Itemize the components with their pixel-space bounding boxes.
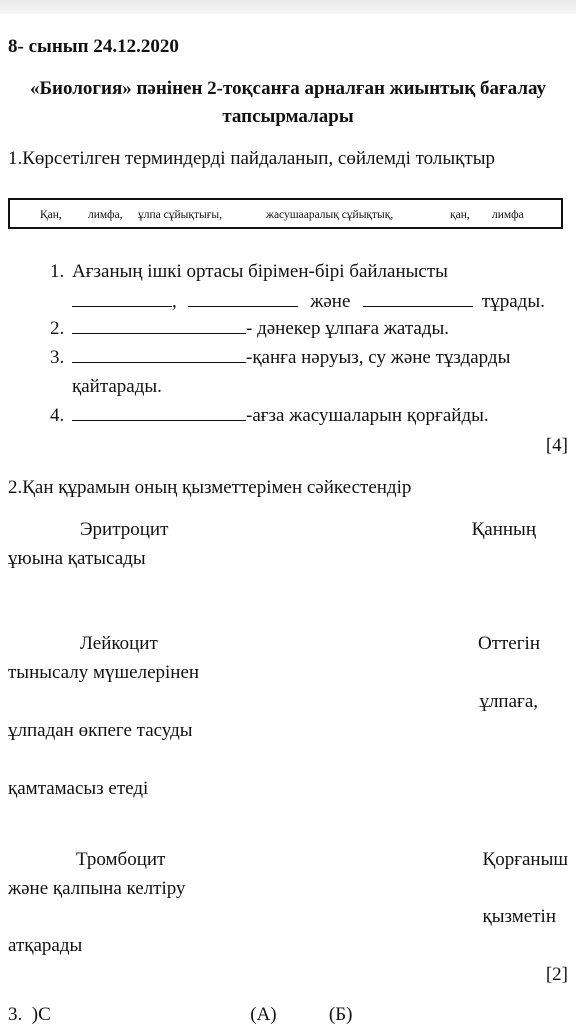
score-label: [4]	[545, 435, 568, 456]
item-number: 2.	[50, 318, 65, 339]
answer-blank[interactable]	[72, 405, 246, 421]
term: жасушааралық сұйықтық,	[266, 209, 394, 221]
task2-prompt: 2.Қан құрамын оның қызметтерімен сәйкестендір	[8, 477, 412, 498]
function-text: Оттегін	[477, 633, 540, 654]
cell-name: Тромбоцит	[76, 849, 166, 870]
function-text: Қорғаныш	[482, 849, 568, 870]
top-shadow	[0, 0, 576, 14]
answer-blank[interactable]	[72, 318, 246, 334]
class-date: 8- сынып 24.12.2020	[8, 36, 179, 57]
item-row: -ағза жасушаларын қорғайды.	[72, 405, 489, 427]
answer-blank[interactable]	[188, 291, 298, 307]
function-text: ұлпаға,	[479, 691, 538, 712]
function-text: атқарады	[8, 935, 83, 956]
page-title-line2: тапсырмалары	[222, 106, 354, 127]
answer-blank[interactable]	[72, 291, 172, 307]
answer-blank[interactable]	[72, 347, 246, 363]
function-text: тынысалу мүшелерінен	[8, 662, 200, 683]
term: Қан,	[40, 209, 62, 221]
term: лимфа,	[88, 209, 123, 221]
task3-partial: 3. )С (А) (Б)	[8, 1004, 353, 1025]
term: лимфа	[492, 209, 524, 221]
function-text: ұлпадан өкпеге тасуды	[8, 720, 193, 741]
terms-box	[8, 198, 563, 229]
item1-blanks-row: , және тұрады.	[72, 291, 545, 313]
function-text: және қалпына келтіру	[8, 878, 186, 899]
cell-name: Лейкоцит	[80, 633, 158, 654]
function-text: Қанның	[471, 519, 536, 540]
function-text: қызметін	[482, 906, 556, 927]
cell-name: Эритроцит	[80, 519, 169, 540]
item-number: 4.	[50, 405, 65, 426]
page-title: «Биология» пәнінен 2-тоқсанға арналған жиынтық бағалау	[29, 78, 547, 99]
item-text: Ағзаның ішкі ортасы бірімен-бірі байланысты	[72, 261, 448, 282]
term: қан,	[450, 209, 470, 221]
task1-prompt: 1.Көрсетілген терминдерді пайдаланып, сөйлемді толықтыр	[8, 148, 495, 169]
answer-blank[interactable]	[363, 291, 473, 307]
function-text: ұюына қатысады	[8, 548, 146, 569]
item-row: -қанға нәруыз, су және тұздарды	[72, 347, 510, 369]
item-row: - дәнекер ұлпаға жатады.	[72, 318, 449, 340]
function-text: қамтамасыз етеді	[8, 778, 149, 799]
item-number: 1.	[50, 261, 65, 282]
item-number: 3.	[50, 347, 65, 368]
item-continuation: қайтарады.	[72, 376, 162, 397]
term: ұлпа сұйықтығы,	[138, 209, 223, 221]
score-label: [2]	[545, 964, 568, 985]
